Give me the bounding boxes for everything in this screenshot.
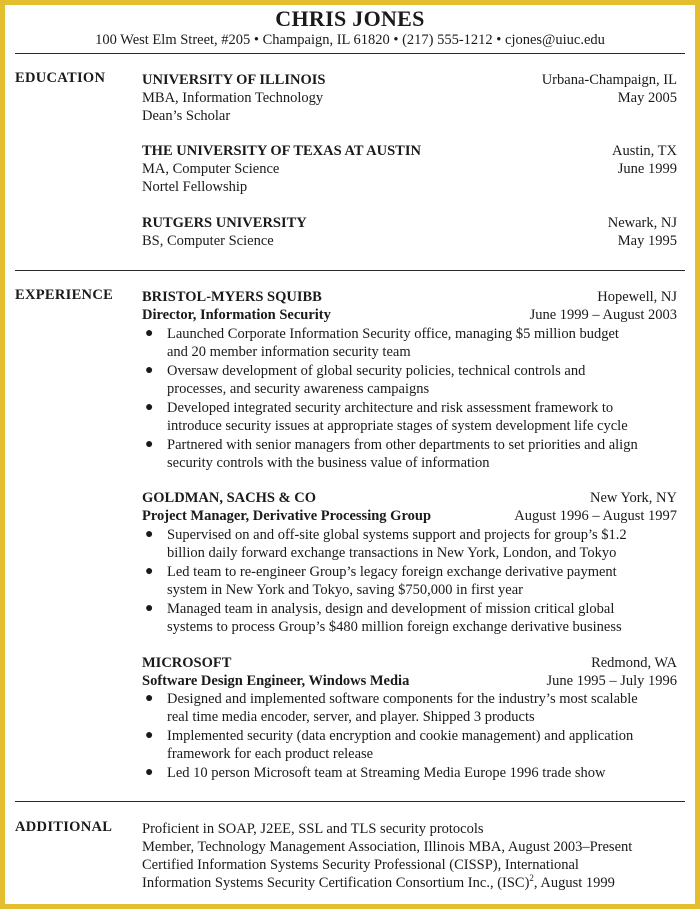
job-dates: August 1996 – August 1997 [514,508,677,524]
school-row [142,142,677,160]
company-name: GOLDMAN, SACHS & CO [142,490,317,506]
company-location: Hopewell, NJ [597,289,677,305]
company-row [142,654,677,672]
contact-info: 100 West Elm Street, #205 • Champaign, IL 61820 • (217) 555-1212 • cjones@uiuc.edu [95,32,605,48]
job-title-row [142,306,677,324]
degree-date: June 1999 [617,161,677,177]
job-title-row [142,507,677,525]
degree: MBA, Information Technology [142,90,324,106]
company-name: BRISTOL-MYERS SQUIBB [142,289,322,305]
bullet-icon: ● [145,691,154,706]
company-location: New York, NY [589,490,677,506]
additional-line: Information Systems Security Certification Consortium Inc., (ISC)$^2$, August 1999 [142,873,615,891]
degree-row [142,89,677,107]
honor: Nortel Fellowship [142,179,248,195]
additional-line: Member, Technology Management Association, Illinois MBA, August 2003–Present [142,839,633,855]
divider [15,270,685,271]
degree-row [142,160,677,178]
bullet-icon: ● [145,400,154,415]
job-dates: June 1999 – August 2003 [529,307,677,323]
bullet-icon: ● [145,326,154,341]
degree-date: May 2005 [617,90,677,106]
school-row [142,71,677,89]
bullet-icon: ● [145,527,154,542]
job-title: Software Design Engineer, Windows Media [142,673,410,689]
school-location: Urbana-Champaign, IL [541,72,677,88]
bullet-icon: ● [145,363,154,378]
honor-row [142,107,677,125]
school-name: RUTGERS UNIVERSITY [142,215,307,231]
bullet-icon: ● [145,437,154,452]
section-label-education: EDUCATION [15,70,106,86]
job-dates: June 1995 – July 1996 [546,673,677,689]
bullet-icon: ● [145,728,154,743]
candidate-name: CHRIS JONES [275,6,425,31]
school-name: THE UNIVERSITY OF TEXAS AT AUSTIN [142,143,421,159]
school-location: Austin, TX [612,143,677,159]
school-name: UNIVERSITY OF ILLINOIS [142,72,326,88]
resume-page: CHRIS JONES 100 West Elm Street, #205 • Champaign, IL 61820 • (217) 555-1212 • cjones@uiuc.edu EDUCATION UNIVERSITY OF ILLINOIS Urbana-Champaign, IL MBA, Information Technology May 2005 Dean’s Scholar THE UNIVERSITY OF TEXAS AT AUSTIN Austin, TX MA, Computer Science June 1999 Nortel Fellowship RUTGERS UNIVERSITY Newark, NJ BS, Computer Science May 1995 EXPERIENCE BRISTOL-MYERS SQUIBB Hopewell, NJ Director, Information Security June 1999 – August 2003 ● Launched Corporate Information Security office, managing $5 million budget and 20 member information security team ● Oversaw development of global security policies, technical controls and processes, and security awareness campaigns ● Developed integrated security architecture and risk assessment framework to introduce security issues at appropriate stages of system development life cycle ● Partnered with senior managers from other departments to set priorities and align security controls with the business value of information GOLDMAN, SACHS & CO New York, NY Project Manager, Derivative Processing Group August 1996 – August 1997 ● Supervised on and off-site global systems support and projects for group’s $1.2 billion daily forward exchange transactions in New York, London, and Tokyo ● Led team to re-engineer Group’s legacy foreign exchange derivative payment system in New York and Tokyo, saving $750,000 in first year ● Managed team in analysis, design and development of mission critical global systems to process Group’s $480 million foreign exchange derivative business MICROSOFT Redmond, WA Software Design Engineer, Windows Media June 1995 – July 1996 ● Designed and implemented software components for the industry’s most scalable real time media encoder, server, and player. Shipped 3 products ● Implemented security (data encryption and cookie management) and application framework for each product release ● Led 10 person Microsoft team at Streaming Media Europe 1996 trade show ADDITIONAL Proficient in SOAP, J2EE, SSL and TLS security protocols Member, Technology Management Association, Illinois MBA, August 2003–Present Certified Information Systems Security Professional (CISSP), International Information Systems Security Certification Consortium Inc., (ISC)$^2$, August 1999 [0,0,700,909]
honor-row [142,178,677,196]
school-location: Newark, NJ [607,215,677,231]
divider [15,53,685,54]
degree: MA, Computer Science [142,161,280,177]
company-row [142,288,677,306]
job-title: Project Manager, Derivative Processing Group [142,508,432,524]
section-label-additional: ADDITIONAL [15,819,113,835]
divider [15,801,685,802]
degree-row [142,232,677,250]
job-title: Director, Information Security [142,307,331,323]
degree: BS, Computer Science [142,233,274,249]
additional-line: Proficient in SOAP, J2EE, SSL and TLS security protocols [142,821,484,837]
bullet-icon: ● [145,564,154,579]
company-row [142,489,677,507]
job-title-row [142,672,677,690]
bullet-icon: ● [145,765,154,780]
bullet-icon: ● [145,601,154,616]
company-name: MICROSOFT [142,655,232,671]
school-row [142,214,677,232]
additional-line: Certified Information Systems Security Professional (CISSP), International [142,857,579,873]
section-label-experience: EXPERIENCE [15,287,114,303]
degree-date: May 1995 [617,233,677,249]
honor: Dean’s Scholar [142,108,231,124]
company-location: Redmond, WA [591,655,677,671]
